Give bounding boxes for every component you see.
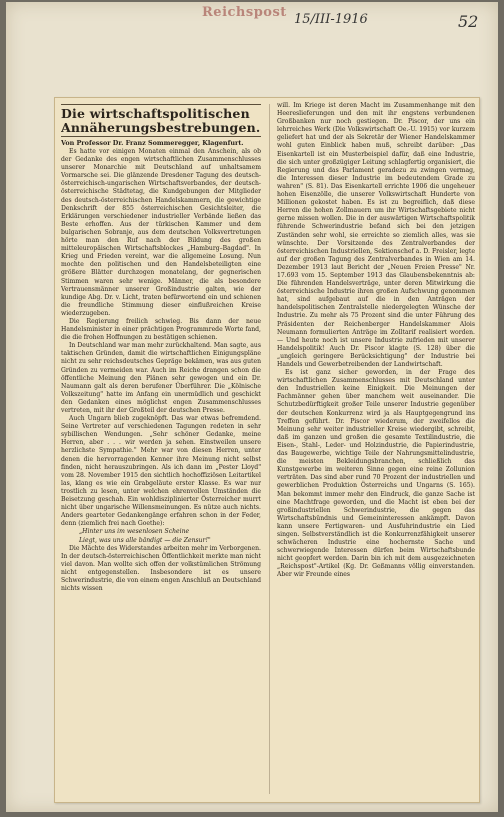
handwritten-page-number: 52 — [458, 12, 479, 31]
article-byline: Von Professor Dr. Franz Sommeregger, Klagenfurt. — [61, 139, 244, 147]
paragraph: Auch Ungarn blieb zugeknöpft. Das war etwas befremdend. Seine Vertreter auf verschiedenen Tagungen redeten in sehr sybillischen Wendungen. „Sehr schöner Gedanke, meine Herren, aber . . . wir werden ja sehen. Einstweilen unsere herzlichste Sympathie." Mehr war von diesen Herren, unter denen die hervorragenden Kenner ihre Meinung nicht selbst finden, nicht herauszubringen. Als ich dann im „Pester Lloyd" vom 28. November 1915 den sichtlich hochoffiziösen Leitartikel las, klang es wie ein Grabgeläute erster Klasse. Es war nur trostlich zu lesen, unter welchen ehrenvollen Umständen die Beisetzung geschah. Ein wohldisziplinierter Österreicher murrt nicht über ungarische Willensmeinungen. Es nütze auch nichts. Anders gearteter Gedankengänge erfahren schon in der Feder, denn (ziemlich frei nach Goethe): — [61, 415, 261, 528]
handwritten-date: 15/III-1916 — [294, 12, 368, 27]
verse-line: „Hinter uns im wesenlosen Scheine — [79, 528, 190, 536]
paragraph: Die Regierung freilich schwieg. Bis dann der neue Handelsminister in einer prächtigen Programmrede Worte fand, die die frohen Hoffnungen zu bestätigen schienen. — [61, 317, 261, 342]
paragraph: Die Mächte des Widerstandes arbeiten mehr im Verborgenen. In der deutsch-österreichischen Öffentlichkeit merkte man nicht viel davon. Man wollte sich offen der volkstümlichen Strömung nicht entgegenstellen. Insbesondere ist es unsere Schwerindustrie, die von einem engen Anschluß an Deutschland nichts wissen — [61, 544, 261, 593]
paragraph: Es hatte vor einigen Monaten einmal den Anschein, als ob der Gedanke des engen wirtschaftlichen Zusammenschlusses unserer Monarchie mit Deutschland auf unhaltsamem Vormarsche sei. Die glänzende Dresdener Tagung des deutsch-österreichisch-ungarischen Wirtschaftsverbandes, der deutsch-österreichische Städtetag, die Kundgebungen der Mitglieder des deutsch-österreichischen Handelskammern, die gewichtige Denkschrift der 855 österreichischen Gesichtsleiter, die Erklärungen verschiedener industrieller Verbände ließen das Beste erhoffen. Aus der türkischen Kammer und dem bulgarischen Sobranje, aus dem deutschen Volksvertretungen hörte man den Ruf nach der Bildung des großen mitteleuropäischen Wirtschaftsblockes „Hamburg–Bagdad". In Krieg und Frieden vereint, war die allgemeine Losung. Nun mochte den politischen und den Handelsbeteiligten eine größere Blätter durchzogen monatelang, der gegnerischen Stimmen waren sehr wenige. Männer, die als besondere Vertrauensmänner unserer Großindustrie galten, wie der kundige Abg. Dr. v. Licht, traten befürwortend ein und schienen die freundliche Stimmung dieser einflußreichen Kreise wiederzugeben. — [61, 148, 261, 317]
paragraph: In Deutschland war man mehr zurückhaltend. Man sagte, aus taktischen Gründen, damit die wirtschaftlichen Einigungspläne nicht zu sehr reichsdeutsches Gepräge bekämen, was aus guten Gründen zu vermeiden war. Auch im Reiche drangen schon die öffentliche Meinung den Plänen sehr gewogen und ein Dr. Naumann galt als deren berufener Überführer. Die „Kölnische Volkszeitung" hatte im Anfang ein unermüdlich und geschickt den Gedanken eines möglichst engen Zusammenschlusses vertreten, mit ihr der Großteil der deutschen Presse. — [61, 342, 261, 414]
headline-bottom-rule — [61, 136, 261, 137]
paragraph: Es ist ganz sicher geworden, in der Frage des wirtschaftlichen Zusammenschlusses mit Deutschland unter den Industriellen keine Einigkeit. Die Meinungen der Fachmänner gehen über manchem weit auseinander. Die Schutzbedürftigkeit großer Teile unserer Industrie gegenüber der deutschen Konkurrenz wird ja als Hauptgegengrund ins Treffen geführt. Dr. Piscor wiederum, der zweifellos die Meinung sehr weiter industrieller Kreise wiedergibt, schreibt, daß im ganzen und großen die gesamte Textilindustrie, die Eisen-, Stahl-, Leder- und Holzindustrie, die Papierindustrie, das Baugewerbe, wichtige Teile der Nahrungsmittelindustrie, die meisten Bekleidungsbranchen, schließlich das Kunstgewerbe im weiteren Sinne gegen eine reine Zollunion verträten. Das sind aber rund 70 Prozent der industriellen und gewerblichen Produktion Österreichs und Ungarns (S. 165). Man bekommt immer mehr den Eindruck, die ganze Sache ist eine Machtfrage geworden, und die Macht ist eben bei der großindustriellen Schwerindustrie, die gegen das Wirtschaftsbündnis und Gemeininteressen ankämpft. Davon kann unsere Fertigwaren- und Ausfuhrindustrie ein Lied singen. Selbstverständlich ist die Konkurrenzfähigkeit unserer schwächeren Industrie eine hochernste Sache und schwerwiegende Interessen dürfen beim Wirtschaftsbunde nicht geopfert werden. Darin bin ich mit dem ausgezeichneten „Reichspost"-Artikel (Kg. Dr. Geßmanns völlig einverstanden. Aber wir Freunde eines — [277, 369, 475, 579]
verse-line: Liegt, was uns alle bändigt — die Zensur!" — [79, 536, 211, 544]
column-left — [61, 102, 261, 796]
column-right — [277, 102, 475, 796]
column-divider — [269, 104, 270, 794]
newspaper-clipping — [54, 97, 480, 803]
article-headline: Die wirtschaftspolitischen Annäherungsbestrebungen. — [61, 106, 261, 135]
archive-sheet — [6, 2, 498, 812]
headline-top-rule — [61, 104, 261, 105]
newspaper-stamp: Reichspost — [202, 5, 287, 20]
paragraph: will. Im Kriege ist deren Macht im Zusammenhange mit den Heereslieferungen und den mit ihr engstens verbundenen Großbanken nur noch gestiegen. Dr. Piscor, der uns ein lehrreiches Werk (Die Volkswirtschaft Oe.-U. 1915) vor kurzem geliefert hat und der als Sekretär der Wiener Handelskammer wohl guten Einblick haben muß, schreibt darüber: „Das Eisenkartell ist ein Musterbeispiel dafür, daß eine Industrie, die sich unter großzügiger Leitung schlagfertig organisiert, die Regierung und das Parlament geradezu zu zwingen vermag, die Interessen dieser Industrie im bedeutendem Grade zu wahren" (S. 81). Das Eisenkartell errichte 1906 die ungeheuer hohen Eisenzölle, die unserer Volkswirtschaft Hunderte von Millionen gekostet haben. Es ist zu begreiflich, daß diese Herren die hohen Zollmauern um ihr Wirtschaftsgebiete nicht gerne missen wollen. Die in der auswärtigen Wirtschaftspolitik führende Schwerindustrie befand sich bei den jetzigen Zuständen sehr wohl, sie erreichte so ziemlich alles, was sie wünschte. Der Vorsitzende des Zentralverbandes der österreichischen Industriellen, Sektionschef a. D. Freisler, legte auf der großen Tagung des Zentralverbandes in Wien am 14. Dezember 1913 laut Bericht der „Neuen Freien Presse" Nr. 17.693 vom 15. September 1913 das Glaubensbekenntnis ab: Die führenden Handelsverträge, unter deren Mitwirkung die österreichische Industrie ihren großen Aufschwung genommen hat, sind aufgebaut auf die in den Anträgen der handelspolitischen Zentralstelle niedergelegten Wünsche der Industrie. Zu mehr als 75 Prozent sind die unter Führung des Präsidenten der Reichenberger Handelskammer Alois Neumann formulierten Anträge im Zolltarif realisiert worden. — Und heute noch ist unsere Industrie zufrieden mit unserer Handelspolitik! Auch Dr. Piscor klagte (S. 128) über die „ungleich geringere Berücksichtigung" der Industrie bei Handels und Gewerbetreibenden der Landwirtschaft. — [277, 102, 475, 368]
